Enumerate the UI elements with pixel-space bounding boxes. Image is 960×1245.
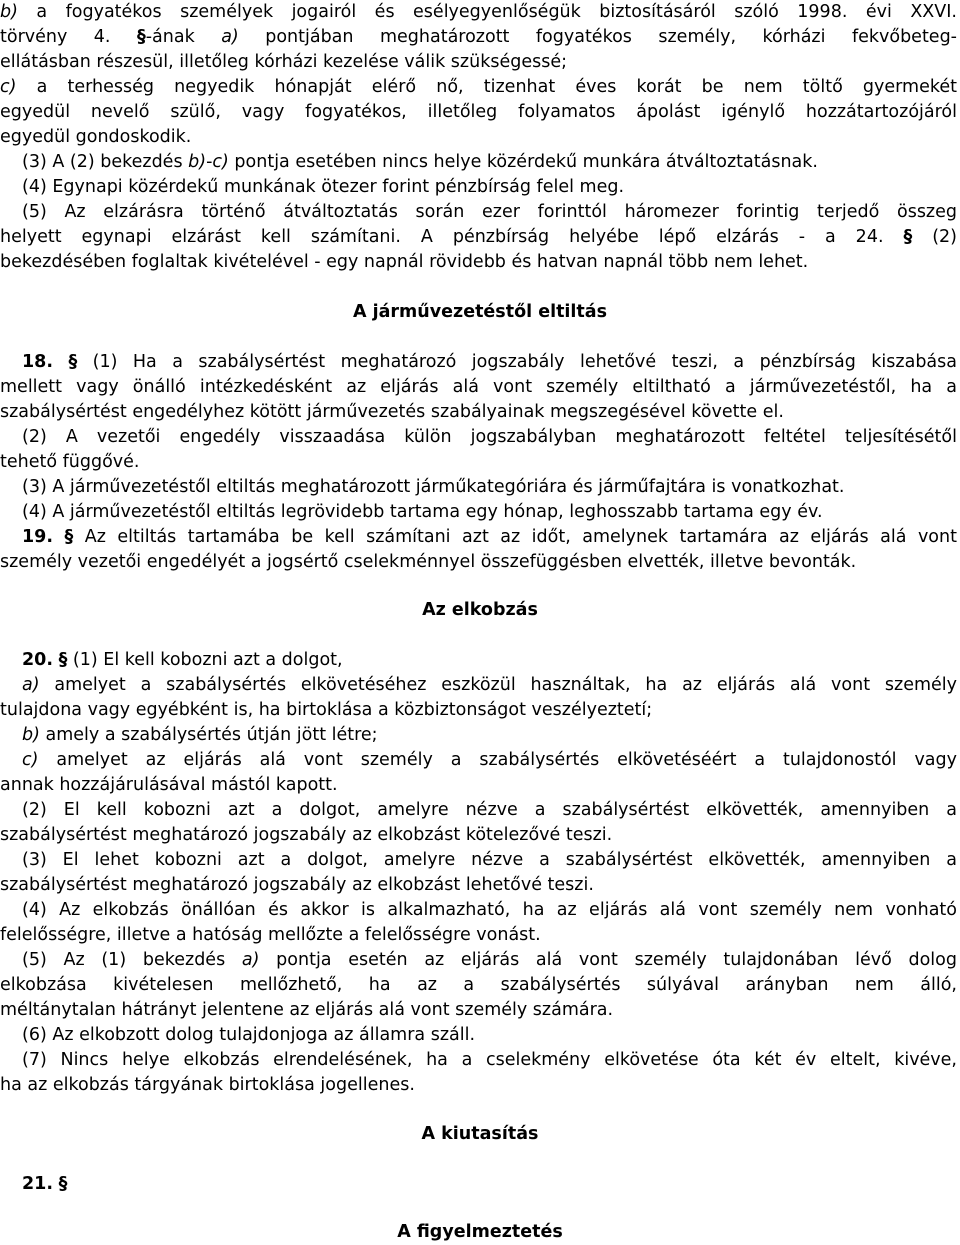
text-segment: b) [22, 725, 40, 745]
text-segment: b) [188, 152, 207, 172]
text-segment [53, 352, 68, 372]
text-segment: (2) El kell kobozni azt a dolgot, amelyre nézve a szabálysértést elkövették, amennyiben a [22, 800, 957, 820]
text-segment: (1) El kell kobozni azt a dolgot, [67, 650, 343, 670]
text-segment: (4) Az elkobzás önállóan és akkor is alkalmazható, ha az eljárás alá vont személy nem vonható [22, 900, 957, 920]
text-segment: tulajdona vagy egyébként is, ha birtoklása a közbiztonságot veszélyeztetí; [0, 700, 653, 720]
text-line [0, 125, 957, 150]
text-line [0, 75, 957, 100]
text-segment: annak hozzájárulásával mástól kapott. [0, 775, 338, 795]
text-line [0, 973, 957, 998]
text-segment: a fogyatékos személyek jogairól és esélyegyenlőségük biztosításáról szóló 1998. évi XXVI. [17, 2, 957, 22]
text-line [0, 673, 957, 698]
text-line [0, 25, 957, 50]
text-line [0, 1172, 957, 1197]
text-line [0, 648, 957, 673]
text-line [0, 525, 957, 550]
text-segment: elkobzása kivételesen mellőzhető, ha az a szabálysértés súlyával arányban nem álló, [0, 975, 957, 995]
text-segment: bekezdésében foglaltak kivételével - egy napnál rövidebb és hatvan napnál több nem lehet. [0, 252, 809, 272]
text-line [0, 100, 957, 125]
text-segment: ha az elkobzás tárgyának birtoklása jogellenes. [0, 1075, 415, 1095]
text-line [0, 998, 957, 1023]
section-number: 20. [22, 650, 54, 670]
text-line [0, 375, 957, 400]
section-sign: § [58, 650, 68, 670]
text-segment: (2) [912, 227, 958, 247]
section-sign: § [136, 27, 146, 47]
text-line [0, 425, 957, 450]
text-line [0, 723, 957, 748]
text-segment: (4) Egynapi közérdekű munkának ötezer forint pénzbírság felel meg. [22, 177, 625, 197]
text-segment: a) [221, 27, 239, 47]
text-segment [53, 527, 64, 547]
section-heading: A kiutasítás [421, 1124, 539, 1144]
text-segment: (7) Nincs helye elkobzás elrendelésének, ha a cselekmény elkövetése óta két év eltelt, kivéve, [22, 1050, 957, 1070]
text-line [0, 400, 957, 425]
text-segment: pontjában meghatározott fogyatékos személy, kórházi fekvőbeteg- [238, 27, 957, 47]
text-segment: a) [22, 675, 40, 695]
text-segment: (1) Ha a szabálysértést meghatározó jogszabály lehetővé teszi, a pénzbírság kiszabása [77, 352, 957, 372]
text-line [0, 350, 957, 375]
text-line [0, 1023, 957, 1048]
text-segment: (5) Az (1) bekezdés [22, 950, 242, 970]
text-segment: (2) A vezetői engedély visszaadása külön jogszabályban meghatározott feltétel teljesítésétől [22, 427, 957, 447]
text-segment: szabálysértést engedélyhez kötött járművezetés szabályainak megszegésével követte el. [0, 402, 784, 422]
text-line [0, 1073, 957, 1098]
text-segment: szabálysértést meghatározó jogszabály az elkobzást lehetővé teszi. [0, 875, 594, 895]
text-segment: személy vezetői engedélyét a jogsértő cselekménnyel összefüggésben elvették, illetve bevonták. [0, 552, 857, 572]
text-segment: (3) El lehet kobozni azt a dolgot, amelyre nézve a szabálysértést elkövették, amennyiben a [22, 850, 957, 870]
text-segment: - [206, 152, 213, 172]
text-line [0, 773, 957, 798]
text-line [0, 923, 957, 948]
text-line [0, 823, 957, 848]
text-segment: c) [22, 750, 39, 770]
text-line [0, 0, 957, 25]
section-number: 21. [22, 1174, 54, 1194]
text-line [0, 475, 957, 500]
text-line [0, 550, 957, 575]
text-line [0, 250, 957, 275]
text-segment: c) [212, 152, 229, 172]
text-segment: a) [241, 950, 260, 970]
section-sign: § [58, 1174, 68, 1194]
text-segment: (3) A járművezetéstől eltiltás meghatározott járműkategóriára és járműfajtára is vonatkozhat. [22, 477, 845, 497]
text-line [0, 848, 957, 873]
text-line [0, 200, 957, 225]
section-heading: A figyelmeztetés [397, 1222, 563, 1242]
text-segment: (4) A járművezetéstől eltiltás legrövidebb tartama egy hónap, leghosszabb tartama egy év. [22, 502, 823, 522]
section-heading: Az elkobzás [422, 600, 538, 620]
text-segment: (3) A (2) bekezdés [22, 152, 189, 172]
text-line [0, 225, 957, 250]
text-segment: c) [0, 77, 17, 97]
section-sign: § [64, 527, 74, 547]
text-line [0, 175, 957, 200]
text-segment: mellett vagy önálló intézkedésként az eljárás alá vont személy eltiltható a járművezetéstől, ha a [0, 377, 957, 397]
text-segment: a terhesség negyedik hónapját elérő nő, tizenhat éves korát be nem töltő gyermekét [16, 77, 957, 97]
text-segment: amely a szabálysértés útján jött létre; [39, 725, 378, 745]
text-segment: méltánytalan hátrányt jelentene az eljárás alá vont személy számára. [0, 1000, 614, 1020]
text-line [0, 450, 957, 475]
text-line [0, 898, 957, 923]
text-segment: (6) Az elkobzott dolog tulajdonjoga az államra száll. [22, 1025, 476, 1045]
text-segment: amelyet a szabálysértés elkövetéséhez eszközül használtak, ha az eljárás alá vont személy [39, 675, 957, 695]
text-segment: b) [0, 2, 18, 22]
text-segment: egyedül nevelő szülő, vagy fogyatékos, illetőleg folyamatos ápolást igénylő hozzátartozójáról [0, 102, 957, 122]
text-segment: helyett egynapi elzárást kell számítani. A pénzbírság helyébe lépő elzárás - a 24. [0, 227, 904, 247]
text-line [0, 50, 957, 75]
text-segment: szabálysértést meghatározó jogszabály az elkobzást kötelezővé teszi. [0, 825, 613, 845]
text-line [0, 748, 957, 773]
text-segment: -ának [145, 27, 222, 47]
text-segment: Az eltiltás tartamába be kell számítani azt az időt, amelynek tartamára az eljárás alá vont [73, 527, 957, 547]
section-sign: § [68, 352, 78, 372]
text-segment: tehető függővé. [0, 452, 140, 472]
section-number: 19. [22, 527, 54, 547]
text-line [0, 948, 957, 973]
text-segment: (5) Az elzárásra történő átváltoztatás során ezer forinttól háromezer forintig terjedő összeg [22, 202, 957, 222]
section-number: 18. [22, 352, 54, 372]
text-line [0, 698, 957, 723]
text-segment: ellátásban részesül, illetőleg kórházi kezelése válik szükségessé; [0, 52, 567, 72]
text-line [0, 798, 957, 823]
text-line [0, 1048, 957, 1073]
text-line [0, 500, 957, 525]
section-heading: A járművezetéstől eltiltás [352, 302, 608, 322]
text-segment: amelyet az eljárás alá vont személy a szabálysértés elkövetéséért a tulajdonostól vagy [38, 750, 957, 770]
text-line [0, 150, 957, 175]
text-segment: pontja esetében nincs helye közérdekű munkára átváltoztatásnak. [228, 152, 818, 172]
text-segment: pontja esetén az eljárás alá vont személy tulajdonában lévő dolog [259, 950, 957, 970]
text-segment: felelősségre, illetve a hatóság mellőzte a felelősségre vonást. [0, 925, 541, 945]
text-segment: egyedül gondoskodik. [0, 127, 192, 147]
text-segment: törvény 4. [0, 27, 137, 47]
text-line [0, 873, 957, 898]
section-sign: § [903, 227, 913, 247]
